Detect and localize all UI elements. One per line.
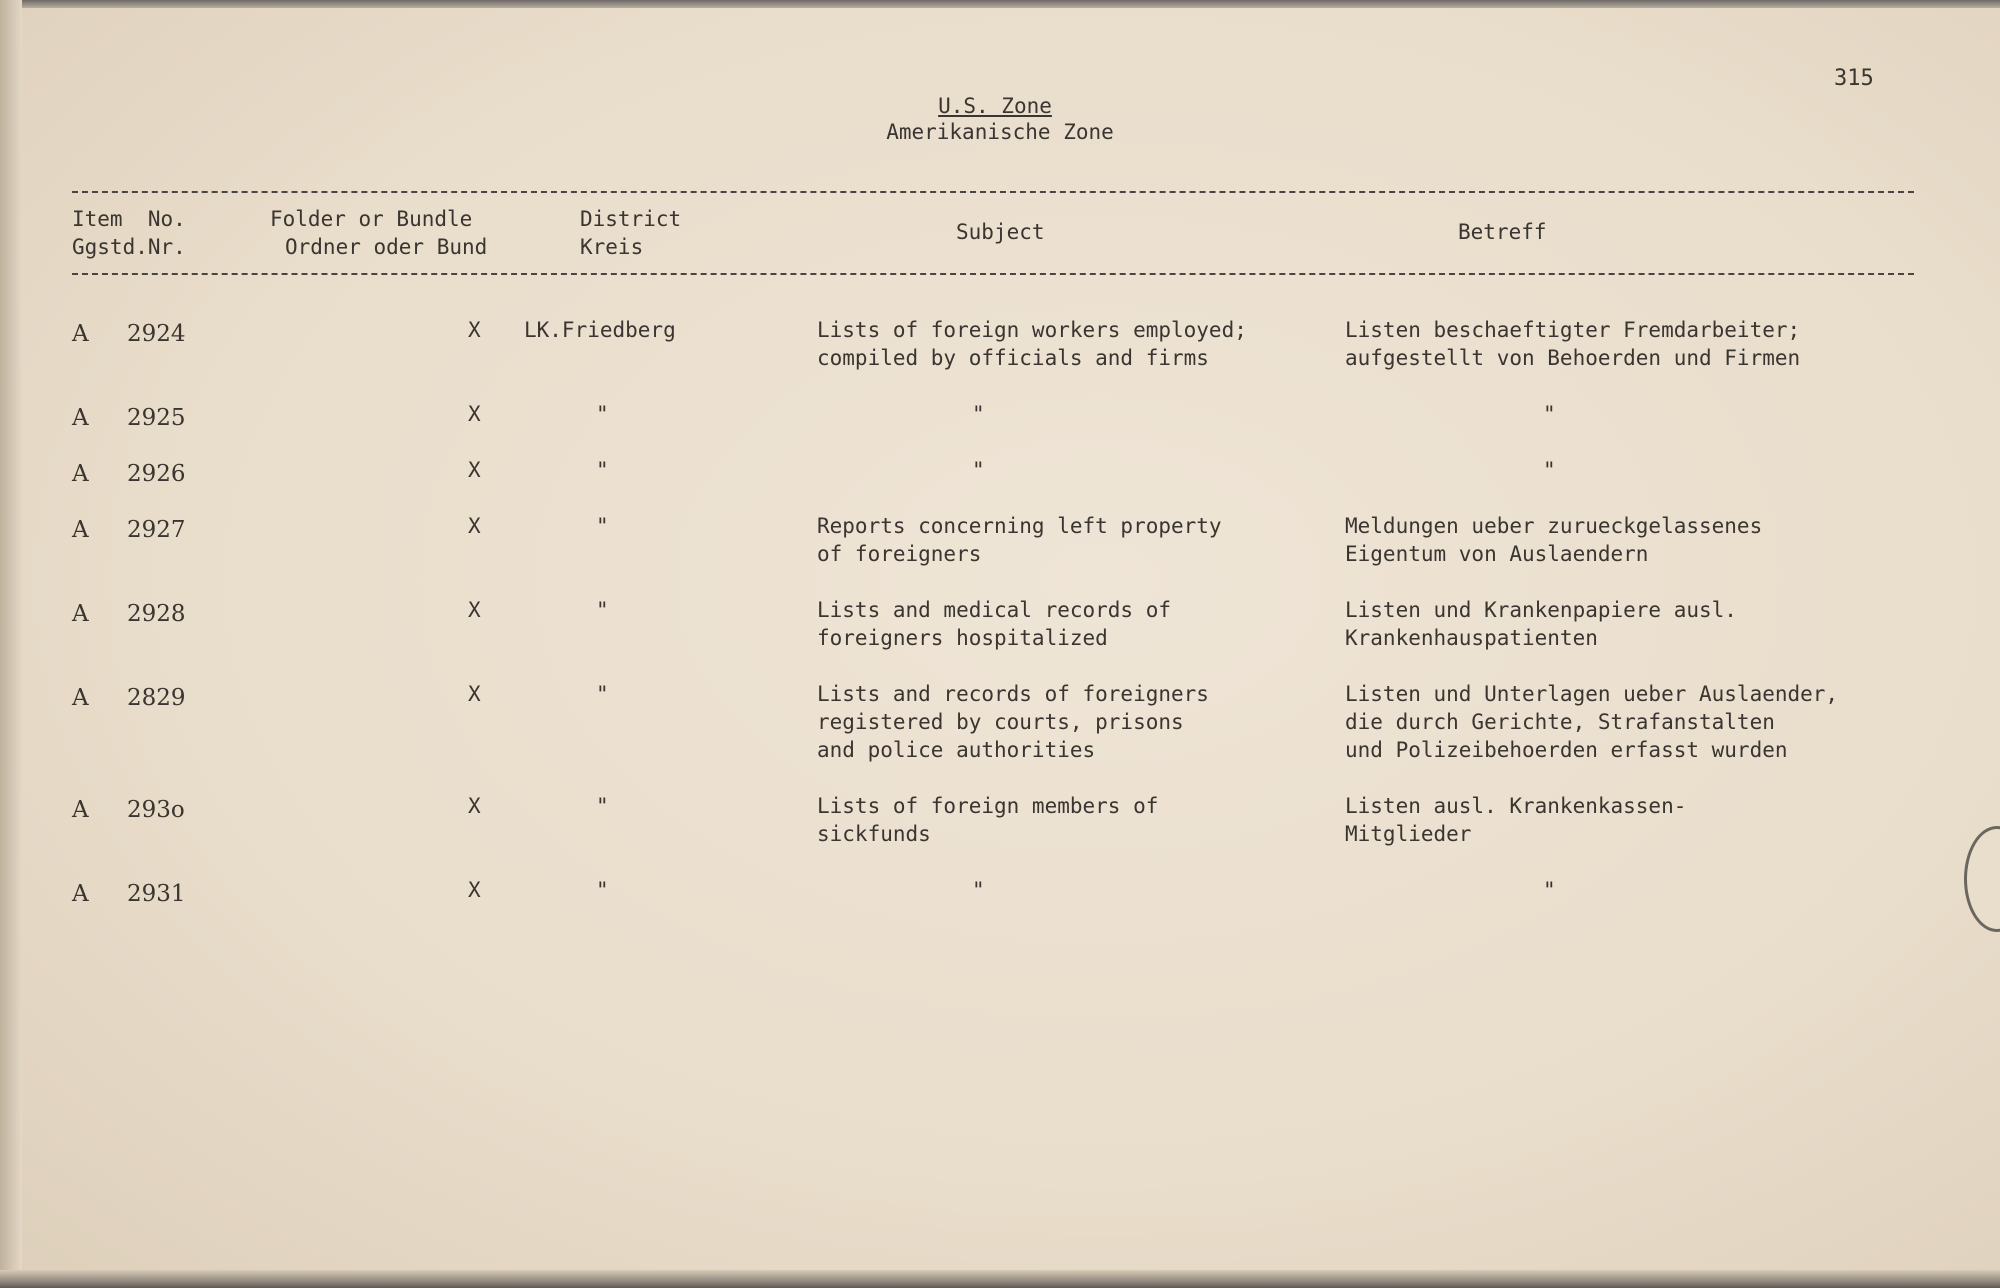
row-6-betreff: Listen und Unterlagen ueber Auslaender, die durch Gerichte, Strafanstalten und Polizeibehoerden erfasst wurden bbox=[1345, 682, 1839, 762]
row-8-district: " bbox=[596, 878, 609, 902]
row-3-subject: " bbox=[972, 458, 985, 482]
row-7-betreff: Listen ausl. Krankenkassen- Mitglieder bbox=[1345, 794, 1687, 846]
row-6-subject: Lists and records of foreigners registered by courts, prisons and police authorities bbox=[817, 682, 1209, 762]
row-5-district: " bbox=[596, 598, 609, 622]
row-2-item-letter: A bbox=[72, 405, 89, 431]
page-top-edge bbox=[0, 0, 2000, 8]
row-6-item-letter: A bbox=[72, 685, 89, 711]
row-7-item-number: 293o bbox=[127, 797, 185, 823]
row-8-betreff: " bbox=[1543, 878, 1556, 902]
row-7-subject: Lists of foreign members of sickfunds bbox=[817, 794, 1159, 846]
row-2-betreff: " bbox=[1543, 402, 1556, 426]
header-district-de: Kreis bbox=[580, 235, 644, 259]
row-5-betreff: Listen und Krankenpapiere ausl. Krankenhauspatienten bbox=[1345, 598, 1737, 650]
row-4-folder-mark: X bbox=[468, 514, 481, 538]
row-4-item-number: 2927 bbox=[127, 517, 186, 543]
page-left-edge bbox=[0, 0, 22, 1288]
zone-title-de: Amerikanische Zone bbox=[886, 120, 1114, 144]
header-district-en: District bbox=[580, 207, 682, 231]
row-3-district: " bbox=[596, 458, 609, 482]
page-number: 315 bbox=[1834, 66, 1874, 91]
row-6-item-number: 2829 bbox=[127, 685, 186, 711]
row-6-folder-mark: X bbox=[468, 682, 481, 706]
row-4-district: " bbox=[596, 514, 609, 538]
row-4-item-letter: A bbox=[72, 517, 89, 543]
header-top-rule bbox=[72, 191, 1914, 193]
zone-title-en: U.S. Zone bbox=[938, 94, 1052, 118]
row-3-item-number: 2926 bbox=[127, 461, 186, 487]
row-8-folder-mark: X bbox=[468, 878, 481, 902]
row-3-betreff: " bbox=[1543, 458, 1556, 482]
row-2-item-number: 2925 bbox=[127, 405, 186, 431]
row-8-item-letter: A bbox=[72, 881, 89, 907]
row-5-subject: Lists and medical records of foreigners hospitalized bbox=[817, 598, 1172, 650]
row-5-item-number: 2928 bbox=[127, 601, 186, 627]
header-bottom-rule bbox=[72, 273, 1914, 275]
header-item-en: Item No. bbox=[72, 207, 186, 231]
row-7-item-letter: A bbox=[72, 797, 89, 823]
binder-tab bbox=[1964, 826, 2000, 932]
row-7-district: " bbox=[596, 794, 609, 818]
header-folder-en: Folder or Bundle bbox=[270, 207, 473, 231]
row-6-district: " bbox=[596, 682, 609, 706]
row-4-subject: Reports concerning left property of foreigners bbox=[817, 514, 1222, 566]
row-5-folder-mark: X bbox=[468, 598, 481, 622]
row-1-item-letter: A bbox=[72, 321, 89, 347]
row-1-subject: Lists of foreign workers employed; compiled by officials and firms bbox=[817, 318, 1247, 370]
row-7-folder-mark: X bbox=[468, 794, 481, 818]
row-5-item-letter: A bbox=[72, 601, 89, 627]
header-folder-de: Ordner oder Bund bbox=[285, 235, 488, 259]
row-3-item-letter: A bbox=[72, 461, 89, 487]
row-1-folder-mark: X bbox=[468, 318, 481, 342]
header-item-de: Ggstd.Nr. bbox=[72, 235, 186, 259]
row-8-item-number: 2931 bbox=[127, 881, 186, 907]
row-1-item-number: 2924 bbox=[127, 321, 186, 347]
row-1-district: LK.Friedberg bbox=[524, 318, 676, 342]
row-1-betreff: Listen beschaeftigter Fremdarbeiter; aufgestellt von Behoerden und Firmen bbox=[1345, 318, 1801, 370]
header-betreff: Betreff bbox=[1458, 220, 1547, 244]
row-3-folder-mark: X bbox=[468, 458, 481, 482]
page-bottom-edge bbox=[0, 1270, 2000, 1288]
header-subject: Subject bbox=[956, 220, 1045, 244]
row-4-betreff: Meldungen ueber zurueckgelassenes Eigentum von Auslaendern bbox=[1345, 514, 1763, 566]
row-8-subject: " bbox=[972, 878, 985, 902]
row-2-subject: " bbox=[972, 402, 985, 426]
row-2-folder-mark: X bbox=[468, 402, 481, 426]
zone-title bbox=[0, 94, 2000, 118]
row-2-district: " bbox=[596, 402, 609, 426]
